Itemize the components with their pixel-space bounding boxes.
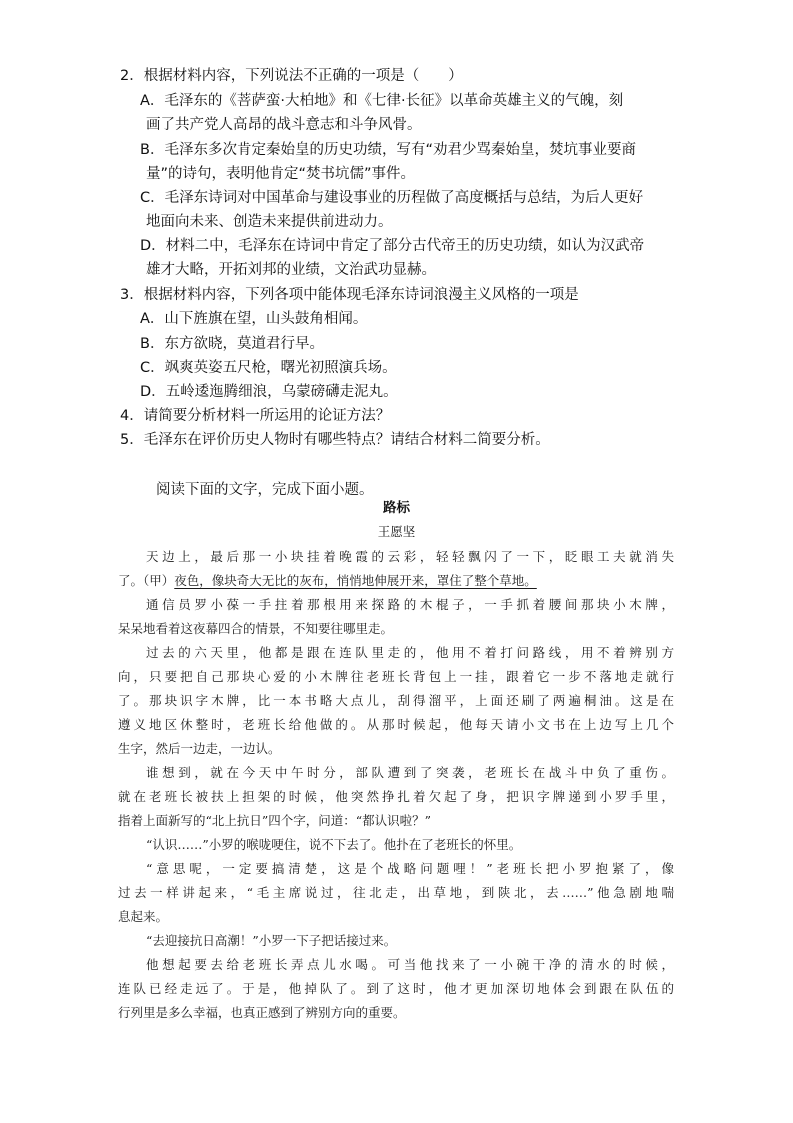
question-3-stem: 3．根据材料内容，下列各项中能体现毛泽东诗词浪漫主义风格的一项是 [120, 287, 579, 303]
question-2-option-c: C．毛泽东诗词对中国革命与建设事业的历程做了高度概括与总结，为后人更好 [140, 190, 644, 206]
story-line: 他想起要去给老班长弄点儿水喝。可当他找来了一小碗干净的清水的时候， [146, 957, 674, 972]
question-3-option-a: A．山下旌旗在望，山头鼓角相闻。 [140, 311, 368, 327]
question-2-option-a-cont: 画了共产党人高昂的战斗意志和斗争风骨。 [146, 117, 422, 133]
story-line: 生字，然后一边走，一边认。 [118, 741, 281, 756]
story-line: 就在老班长被扶上担架的时候，他突然挣扎着欠起了身，把识字牌递到小罗手里， [118, 789, 674, 804]
story-line: 通信员罗小葆一手拄着那根用来探路的木棍子，一手抓着腰间那块小木牌， [146, 597, 674, 612]
question-3-option-d: D．五岭逶迤腾细浪，乌蒙磅礴走泥丸。 [140, 384, 398, 400]
story-author: 王愿坚 [377, 524, 416, 539]
reading-instruction: 阅读下面的文字，完成下面小题。 [156, 482, 374, 498]
story-body [118, 545, 674, 1025]
story-line: 谁想到，就在今天中午时分，部队遭到了突袭，老班长在战斗中负了重伤。 [146, 765, 674, 780]
question-3-option-c: C．飒爽英姿五尺枪，曙光初照演兵场。 [140, 360, 397, 376]
story-line: 了。那块识字木牌，比一本书略大点儿，刮得溜平，上面还刷了两遍桐油。这是在 [118, 693, 674, 708]
story-line: 呆呆地看着这夜幕四合的情景，不知要往哪里走。 [118, 621, 394, 636]
question-2-option-b: B．毛泽东多次肯定秦始皇的历史功绩，写有“劝君少骂秦始皇，焚坑事业要商 [140, 142, 636, 158]
question-2-stem: 2．根据材料内容，下列说法不正确的一项是（ ） [120, 68, 463, 84]
story-line: 过去一样讲起来，“毛主席说过，往北走，出草地，到陕北，去……”他急剧地喘 [118, 885, 674, 900]
story-line: 天边上，最后那一小块挂着晚霞的云彩，轻轻飘闪了一下，眨眼工夫就消失 [146, 549, 674, 564]
underlined-sentence: 夜色，像块奇大无比的灰布，悄悄地伸展开来，罩住了整个草地。 [174, 573, 537, 588]
story-line [118, 569, 674, 593]
story-line: 指着上面新写的“北上抗日”四个字，问道：“都认识啦？” [118, 813, 432, 828]
story-line: “去迎接抗日高潮！”小罗一下子把话接过来。 [146, 933, 397, 948]
question-2-option-b-cont: 量”的诗句，表明他肯定“焚书坑儒”事件。 [146, 166, 416, 182]
question-3-option-b: B．东方欲晓，莫道君行早。 [140, 336, 324, 352]
story-line: 连队已经走远了。于是，他掉队了。到了这时，他才更加深切地体会到跟在队伍的 [118, 981, 674, 996]
question-2-option-d-cont: 雄才大略，开拓刘邦的业绩，文治武功显赫。 [146, 262, 436, 278]
story-line: 过去的六天里，他都是跟在连队里走的，他用不着打问路线，用不着辨别方 [146, 645, 674, 660]
question-2-option-d: D．材料二中，毛泽东在诗词中肯定了部分古代帝王的历史功绩，如认为汉武帝 [140, 238, 645, 254]
story-marker-jia: 了。（甲） [118, 573, 175, 588]
story-line: 遵义地区休整时，老班长给他做的。从那时候起，他每天请小文书在上边写上几个 [118, 717, 674, 732]
story-line: 行列里是多么幸福，也真正感到了辨别方向的重要。 [118, 1005, 406, 1020]
story-line: 向，只要把自己那块心爱的小木牌往老班长背包上一挂，跟着它一步不落地走就行 [118, 669, 674, 684]
question-4: 4．请简要分析材料一所运用的论证方法？ [120, 408, 391, 424]
story-title: 路标 [383, 500, 410, 516]
story-line: 息起来。 [118, 909, 169, 924]
story-line: “认识……”小罗的喉咙哽住，说不下去了。他扑在了老班长的怀里。 [146, 837, 522, 852]
question-2-option-a: A．毛泽东的《菩萨蛮·大柏地》和《七律·长征》以革命英雄主义的气魄，刻 [140, 93, 624, 109]
story-line: “意思呢，一定要搞清楚，这是个战略问题哩！”老班长把小罗抱紧了，像 [146, 861, 674, 876]
question-5: 5．毛泽东在评价历史人物时有哪些特点？请结合材料二简要分析。 [120, 432, 550, 448]
question-2-option-c-cont: 地面向未来、创造未来提供前进动力。 [146, 214, 393, 230]
